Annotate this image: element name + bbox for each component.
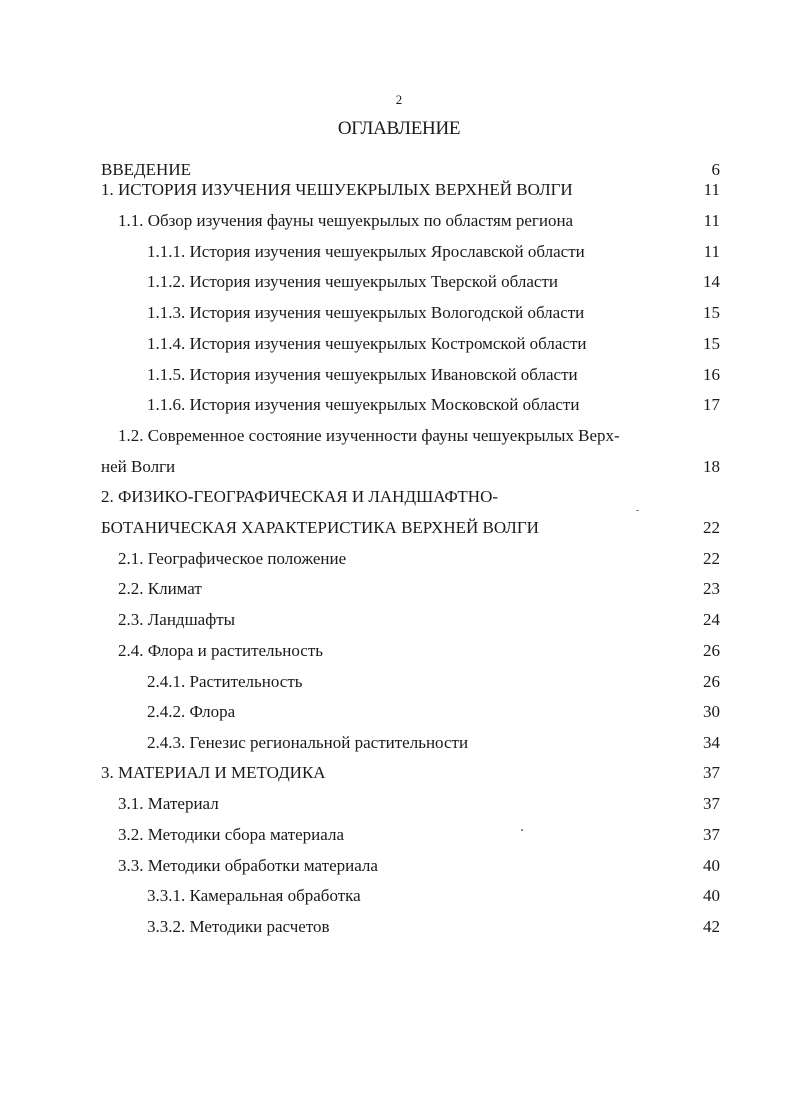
page-number: 2 [395,92,403,107]
toc-entry-page: 15 [703,303,720,322]
toc-entry-label: 3.3. Методики обработки материала [118,856,378,875]
toc-entry [0,395,798,419]
toc-entry [0,579,798,603]
toc-entry [0,334,798,358]
toc-entry-page: 18 [703,457,720,476]
toc-entry-label: 1.1.2. История изучения чешуекрылых Тверской области [147,272,558,291]
toc-entry-page: 22 [703,549,720,568]
toc-entry-label: 1.1. Обзор изучения фауны чешуекрылых по областям региона [118,211,574,230]
toc-entry-page: 16 [703,365,720,384]
toc-entry-page: 40 [703,886,720,905]
toc-entry-label: 2. ФИЗИКО-ГЕОГРАФИЧЕСКАЯ И ЛАНДШАФТНО- [101,487,499,506]
toc-entry-label: ВВЕДЕНИЕ [101,160,191,179]
toc-entry-page: 42 [703,917,720,936]
toc-entry-page: 40 [703,856,720,875]
toc-entry-label: 2.3. Ландшафты [118,610,236,629]
toc-entry [0,487,798,511]
toc-entry [0,825,798,849]
toc-entry-page: 37 [703,763,720,782]
toc-entry [0,426,798,450]
toc-entry [0,641,798,665]
toc-entry [0,733,798,757]
toc-entry-label: 1. ИСТОРИЯ ИЗУЧЕНИЯ ЧЕШУЕКРЫЛЫХ ВЕРХНЕЙ ВОЛГИ [101,180,573,199]
toc-entry [0,303,798,327]
toc-entry [0,272,798,296]
toc-entry-page: 37 [703,794,720,813]
toc-entry-label: 3. МАТЕРИАЛ И МЕТОДИКА [101,763,326,782]
toc-entry [0,794,798,818]
toc-entry-page: 26 [703,641,720,660]
scan-artifact [636,510,639,511]
toc-entry-label: 3.2. Методики сбора материала [118,825,344,844]
toc-entry-page: 17 [703,395,720,414]
toc-entry [0,242,798,266]
toc-entry-page: 24 [703,610,720,629]
toc-entry-page: 22 [703,518,720,537]
toc-entry-page: 11 [703,180,720,199]
scan-artifact [521,829,523,831]
toc-entry-page: 23 [703,579,720,598]
toc-entry-label: 1.1.5. История изучения чешуекрылых Ивановской области [147,365,578,384]
toc-entry [0,365,798,389]
toc-entry [0,702,798,726]
toc-entry-label: 2.4.3. Генезис региональной растительности [147,733,469,752]
toc-entry-label: 3.3.1. Камеральная обработка [147,886,361,905]
toc-entry-label: 1.1.1. История изучения чешуекрылых Ярославской области [147,242,585,261]
toc-entry-label: 2.4. Флора и растительность [118,641,324,660]
toc-entry [0,763,798,787]
toc-entry-page: 37 [703,825,720,844]
toc-entry-page: 6 [711,160,720,179]
toc-entry-label: 1.2. Современное состояние изученности фауны чешуекрылых Верх- [118,426,620,445]
toc-entry-page: 15 [703,334,720,353]
toc-entry-page: 34 [703,733,720,752]
toc-entry-label: 3.3.2. Методики расчетов [147,917,330,936]
toc-entry [0,549,798,573]
toc-entry-label: 2.1. Географическое положение [118,549,347,568]
toc-entry-label: БОТАНИЧЕСКАЯ ХАРАКТЕРИСТИКА ВЕРХНЕЙ ВОЛГИ [101,518,539,537]
toc-entry-label: ней Волги [101,457,176,476]
page-title: ОГЛАВЛЕНИЕ [337,118,461,139]
toc-entry [0,180,798,204]
toc-entry [0,886,798,910]
toc-entry-continuation [0,457,798,481]
toc-entry-label: 2.4.2. Флора [147,702,236,721]
toc-entry-label: 2.4.1. Растительность [147,672,303,691]
toc-entry-page: 11 [703,242,720,261]
toc-entry-page: 11 [703,211,720,230]
toc-entry [0,917,798,941]
toc-entry-label: 1.1.6. История изучения чешуекрылых Московской области [147,395,580,414]
toc-entry-page: 14 [703,272,720,291]
toc-entry-label: 3.1. Материал [118,794,219,813]
toc-entry-label: 1.1.4. История изучения чешуекрылых Костромской области [147,334,587,353]
toc-entry [0,211,798,235]
toc-entry-page: 26 [703,672,720,691]
toc-entry [0,856,798,880]
toc-entry-continuation [0,518,798,542]
toc-entry-page: 30 [703,702,720,721]
toc-entry-label: 1.1.3. История изучения чешуекрылых Вологодской области [147,303,585,322]
toc-entry [0,672,798,696]
toc-entry [0,610,798,634]
toc-entry-label: 2.2. Климат [118,579,202,598]
